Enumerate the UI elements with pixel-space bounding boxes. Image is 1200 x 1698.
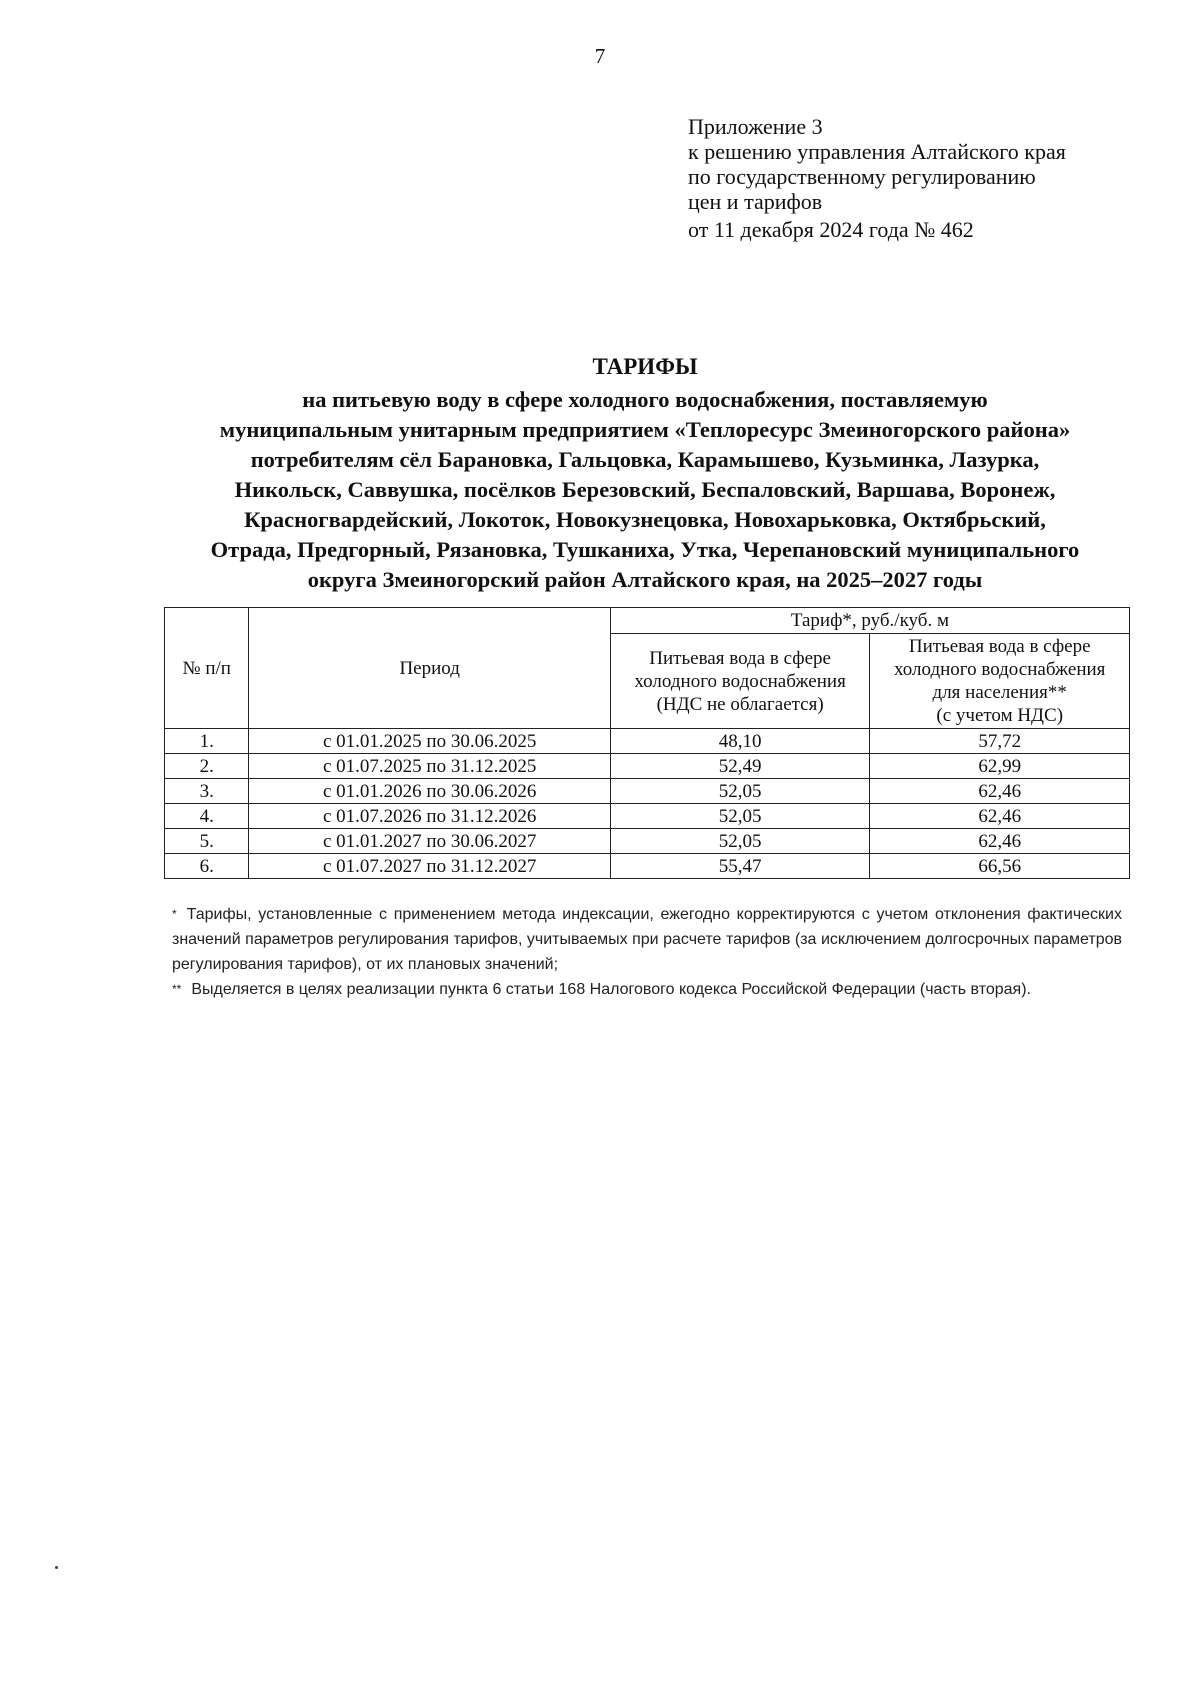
cell-tariff-b: 62,46 [870,779,1130,804]
table-row [165,804,1130,829]
header-col-a [610,634,870,729]
tariffs-table [164,607,1130,879]
header-tariff-group: Тариф*, руб./куб. м [610,608,1129,634]
cell-num: 5. [165,829,249,854]
header-col-b [870,634,1130,729]
cell-num: 1. [165,729,249,754]
cell-period: с 01.07.2027 по 31.12.2027 [249,854,610,879]
cell-tariff-b: 66,56 [870,854,1130,879]
subtitle-line: Красногвардейский, Локоток, Новокузнецовка, Новохарьковка, Октябрьский, [244,507,1046,532]
subtitle-line: потребителям сёл Барановка, Гальцовка, Карамышево, Кузьминка, Лазурка, [250,447,1040,472]
footnote-text: Тарифы, установленные с применением метода индексации, ежегодно корректируются с учетом отклонения фактических значений параметров регулирования тарифов, учитываемых при расчете тарифов (за исключением долгосрочных параметров регулирования тарифов), от их плановых значений; [172,906,1122,973]
cell-period: с 01.07.2026 по 31.12.2026 [249,804,610,829]
appendix-block [688,114,1158,242]
footnote-text: Выделяется в целях реализации пункта 6 статьи 168 Налогового кодекса Российской Федерации (часть вторая). [191,981,1031,998]
footnote-mark: * [172,907,177,921]
table-row [165,754,1130,779]
header-col-b-line: (с учетом НДС) [936,705,1064,726]
cell-num: 4. [165,804,249,829]
appendix-line: цен и тарифов [688,189,823,214]
cell-num: 6. [165,854,249,879]
cell-period: с 01.07.2025 по 31.12.2025 [249,754,610,779]
subtitle-line: на питьевую воду в сфере холодного водоснабжения, поставляемую [302,387,988,412]
table-row [165,829,1130,854]
footnote [172,902,1122,977]
appendix-date-line: от 11 декабря 2024 года № 462 [688,217,974,242]
cell-period: с 01.01.2027 по 30.06.2027 [249,829,610,854]
cell-period: с 01.01.2026 по 30.06.2026 [249,779,610,804]
subtitle-line: Отрада, Предгорный, Рязановка, Тушканиха, Утка, Черепановский муниципального [210,537,1080,562]
title-block [130,352,1160,595]
page-title: ТАРИФЫ [592,354,698,379]
header-num: № п/п [165,608,249,729]
cell-tariff-b: 62,46 [870,804,1130,829]
footnotes [172,902,1122,1002]
subtitle-line: округа Змеиногорский район Алтайского края, на 2025–2027 годы [307,567,983,592]
cell-tariff-a: 52,05 [610,804,870,829]
header-col-a-line: (НДС не облагается) [656,693,824,715]
cell-tariff-b: 62,46 [870,829,1130,854]
cell-tariff-a: 48,10 [610,729,870,754]
page-number: 7 [594,44,606,68]
header-col-b-line: для населения** [932,682,1067,703]
cell-tariff-a: 52,49 [610,754,870,779]
header-period: Период [249,608,610,729]
cell-period: с 01.01.2025 по 30.06.2025 [249,729,610,754]
appendix-line: по государственному регулированию [688,164,1036,189]
table-header-row [165,608,1130,634]
subtitle-line: Никольск, Саввушка, посёлков Березовский, Беспаловский, Варшава, Воронеж, [234,477,1056,502]
appendix-line: к решению управления Алтайского края [688,139,1066,164]
cell-tariff-b: 57,72 [870,729,1130,754]
header-col-b-line: Питьевая вода в сфере [908,636,1091,657]
cell-tariff-b: 62,99 [870,754,1130,779]
cell-tariff-a: 55,47 [610,854,870,879]
cell-num: 2. [165,754,249,779]
cell-tariff-a: 52,05 [610,779,870,804]
header-col-a-line: Питьевая вода в сфере [649,647,831,669]
header-col-a-line: холодного водоснабжения [634,670,846,692]
footnote-mark: ** [172,982,182,996]
scan-speck [55,1566,58,1569]
cell-tariff-a: 52,05 [610,829,870,854]
header-col-b-line: холодного водоснабжения [893,659,1106,680]
subtitle-line: муниципальным унитарным предприятием «Теплоресурс Змеиногорского района» [219,417,1071,442]
cell-num: 3. [165,779,249,804]
table-row [165,729,1130,754]
table-row [165,854,1130,879]
table-row [165,779,1130,804]
appendix-line: Приложение 3 [688,114,823,139]
footnote [172,977,1122,1002]
